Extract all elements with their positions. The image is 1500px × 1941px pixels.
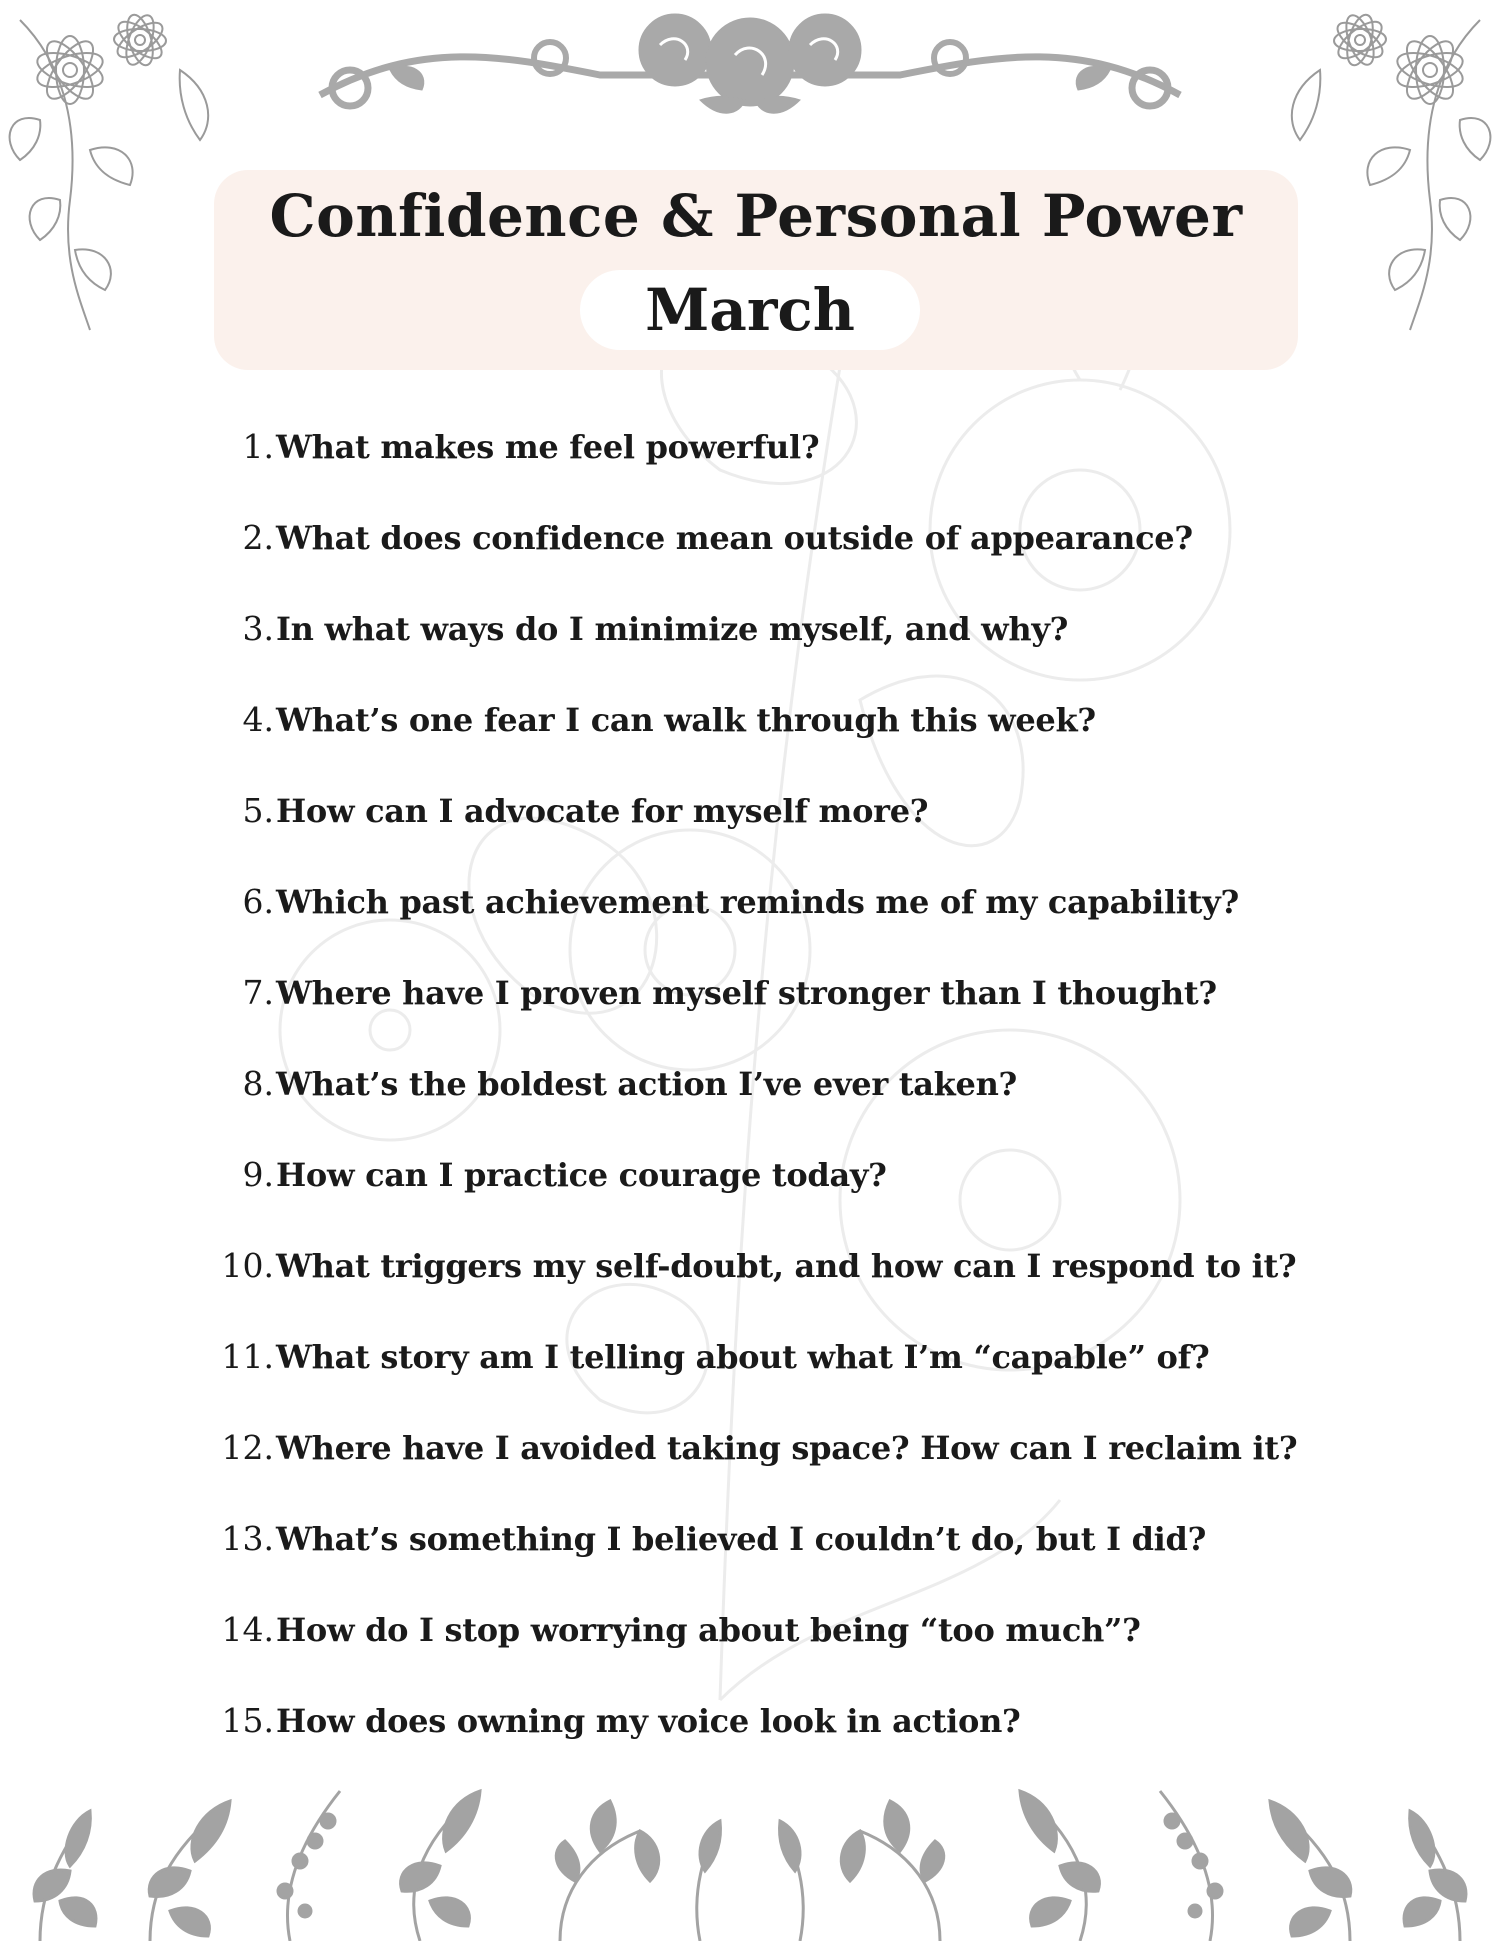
item-number: 4. — [242, 700, 274, 739]
item-number: 15. — [221, 1701, 274, 1740]
list-item — [200, 1418, 1350, 1478]
item-number: 9. — [242, 1155, 274, 1194]
list-item — [200, 781, 1350, 841]
item-text: What’s the boldest action I’ve ever taken? — [276, 1065, 1017, 1103]
item-text: How can I advocate for myself more? — [276, 792, 929, 830]
list-item — [200, 1509, 1350, 1569]
list-item — [200, 417, 1350, 477]
item-text: How can I practice courage today? — [276, 1156, 887, 1194]
list-item — [200, 1236, 1350, 1296]
item-number: 13. — [221, 1519, 274, 1558]
list-item — [200, 690, 1350, 750]
page-subtitle: March — [645, 276, 855, 344]
list-item — [200, 599, 1350, 659]
item-number: 10. — [221, 1246, 274, 1285]
item-text: What triggers my self-doubt, and how can I respond to it? — [276, 1247, 1297, 1285]
item-number: 2. — [242, 518, 274, 557]
list-item — [200, 1327, 1350, 1387]
list-item — [200, 508, 1350, 568]
item-number: 6. — [242, 882, 274, 921]
item-text: Where have I proven myself stronger than I thought? — [276, 974, 1217, 1012]
item-number: 8. — [242, 1064, 274, 1103]
item-number: 1. — [242, 427, 274, 466]
item-text: What story am I telling about what I’m “capable” of? — [276, 1338, 1210, 1376]
item-text: What makes me feel powerful? — [276, 428, 820, 466]
list-item — [200, 872, 1350, 932]
item-number: 7. — [242, 973, 274, 1012]
leaf-border-bottom-icon — [0, 1771, 1500, 1941]
item-text: In what ways do I minimize myself, and why? — [276, 610, 1069, 648]
list-item — [200, 963, 1350, 1023]
list-item — [200, 1691, 1350, 1751]
item-text: How do I stop worrying about being “too much”? — [276, 1611, 1141, 1649]
item-text: Which past achievement reminds me of my capability? — [276, 883, 1239, 921]
item-text: What’s something I believed I couldn’t do, but I did? — [276, 1520, 1207, 1558]
item-number: 14. — [221, 1610, 274, 1649]
item-number: 3. — [242, 609, 274, 648]
item-text: How does owning my voice look in action? — [276, 1702, 1021, 1740]
list-item — [200, 1054, 1350, 1114]
item-number: 5. — [242, 791, 274, 830]
list-item — [200, 1600, 1350, 1660]
item-number: 11. — [221, 1337, 274, 1376]
item-text: What does confidence mean outside of appearance? — [276, 519, 1193, 557]
item-text: What’s one fear I can walk through this week? — [276, 701, 1096, 739]
list-item — [200, 1145, 1350, 1205]
item-number: 12. — [221, 1428, 274, 1467]
page-title: Confidence & Personal Power — [269, 182, 1243, 250]
item-text: Where have I avoided taking space? How can I reclaim it? — [276, 1429, 1298, 1467]
